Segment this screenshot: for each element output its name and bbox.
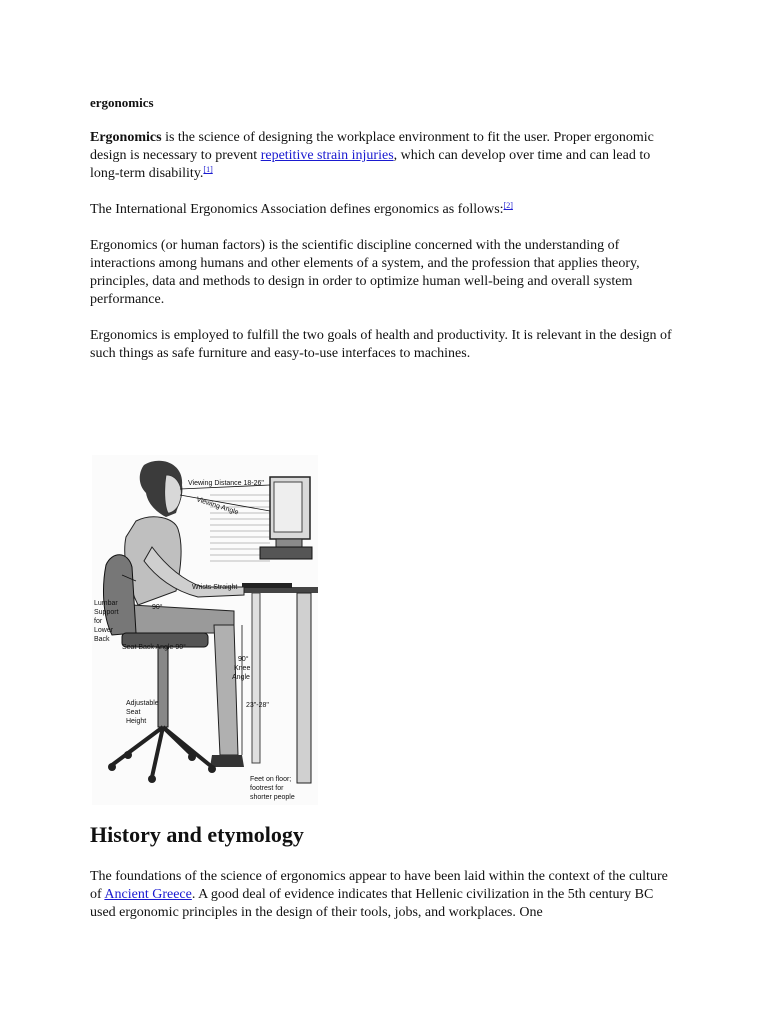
label-viewing-angle: Viewing Angle: [195, 496, 240, 517]
label-lumbar-2: Support: [94, 609, 119, 616]
illustration-svg: [92, 455, 318, 805]
label-lumbar-5: Back: [94, 636, 110, 643]
iea-text: The International Ergonomics Association defines ergonomics as follows:: [90, 202, 504, 217]
label-desk-height: 23"-28": [246, 702, 269, 709]
reference-1-link[interactable]: [1]: [203, 165, 213, 174]
section-heading-history: History and etymology: [90, 822, 304, 847]
iea-paragraph: [90, 201, 680, 219]
link-repetitive-strain-injuries[interactable]: repetitive strain injuries: [260, 148, 394, 163]
intro-text-a: is the science of designing the workplace environment to fit the user. Proper ergonomic design is necessary to prevent: [90, 130, 654, 163]
history-text-b: . A good deal of evidence indicates that Hellenic civilization in the 5th century BC used ergonomic principles in the design of their tools, jobs, and workplaces. One: [90, 887, 654, 920]
label-angle-90: 90°: [152, 604, 163, 611]
label-knee: Knee: [234, 665, 251, 672]
document-title: ergonomics: [90, 95, 154, 110]
history-paragraph: [90, 868, 680, 922]
intro-paragraph: [90, 129, 680, 183]
label-knee-angle: Angle: [232, 674, 250, 681]
label-seat: Seat: [126, 709, 141, 716]
label-adjustable: Adjustable: [126, 700, 159, 707]
reference-2: [504, 198, 513, 211]
label-feet-2: footrest for: [250, 785, 284, 792]
label-feet-3: shorter people: [250, 794, 295, 801]
label-feet-1: Feet on floor;: [250, 776, 292, 783]
label-wrists-straight: Wrists Straight: [192, 584, 238, 591]
link-ancient-greece[interactable]: Ancient Greece: [104, 887, 192, 902]
definition-paragraph: Ergonomics (or human factors) is the scientific discipline concerned with the understanding of interactions among humans and other elements of a system, and the profession that applies theory, principles, data and methods to design in order to optimize human well-being and overall system performance.: [90, 238, 640, 307]
label-lumbar-1: Lumbar: [94, 600, 118, 607]
label-lumbar-4: Lower: [94, 627, 114, 634]
label-seat-back-angle: Seat Back Angle 90°: [122, 644, 186, 651]
history-text-a: The foundations of the science of ergonomics appear to have been laid within the context of the culture of: [90, 869, 668, 902]
label-height: Height: [126, 718, 147, 725]
label-viewing-distance: Viewing Distance 18-26": [188, 480, 264, 487]
intro-text-b: , which can develop over time and can lead to long-term disability.: [90, 148, 651, 181]
ergonomic-workstation-illustration: [92, 455, 318, 805]
term-bold: Ergonomics: [90, 130, 162, 145]
label-lumbar-3: for: [94, 618, 103, 625]
reference-2-link[interactable]: [2]: [503, 201, 513, 210]
label-knee-90: 90°: [238, 656, 249, 663]
reference-1: [203, 162, 212, 175]
goals-paragraph: Ergonomics is employed to fulfill the two goals of health and productivity. It is relevant in the design of such things as safe furniture and easy-to-use interfaces to machines.: [90, 328, 672, 361]
